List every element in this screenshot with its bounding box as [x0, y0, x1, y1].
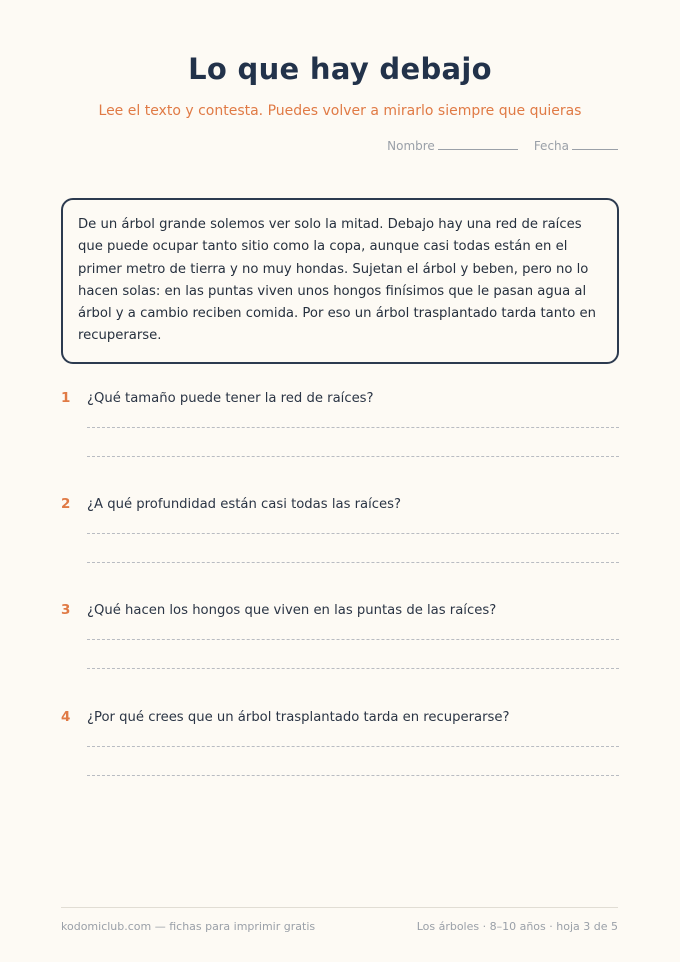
name-label: Nombre — [387, 139, 435, 153]
question-text: ¿Qué hacen los hongos que viven en las puntas de las raíces? — [87, 603, 497, 618]
footer-divider — [61, 907, 618, 908]
footer-site: kodomiclub.com — fichas para imprimir gratis — [61, 920, 316, 933]
answer-line[interactable] — [87, 562, 619, 563]
question-4 — [61, 709, 619, 779]
footer-sheet-info: Los árboles · 8–10 años · hoja 3 de 5 — [416, 920, 618, 933]
question-text: ¿Qué tamaño puede tener la red de raíces? — [87, 391, 374, 406]
date-label: Fecha — [533, 139, 569, 153]
page-title: Lo que hay debajo — [188, 52, 492, 86]
answer-line[interactable] — [87, 746, 619, 747]
date-blank — [572, 139, 618, 150]
answer-line[interactable] — [87, 775, 619, 776]
answer-line[interactable] — [87, 427, 619, 428]
answer-line[interactable] — [87, 456, 619, 457]
name-blank — [438, 139, 518, 150]
question-1 — [61, 390, 619, 460]
question-number: 3 — [61, 602, 71, 618]
answer-line[interactable] — [87, 668, 619, 669]
question-3 — [61, 602, 619, 672]
question-number: 2 — [61, 496, 71, 512]
question-number: 1 — [61, 390, 71, 406]
question-number: 4 — [61, 709, 71, 725]
question-text: ¿Por qué crees que un árbol trasplantado tarda en recuperarse? — [87, 710, 510, 725]
answer-line[interactable] — [87, 639, 619, 640]
date-field[interactable] — [534, 139, 618, 153]
question-text: ¿A qué profundidad están casi todas las raíces? — [87, 497, 402, 512]
reading-passage-box — [61, 198, 619, 364]
answer-line[interactable] — [87, 533, 619, 534]
question-2 — [61, 496, 619, 566]
instructions: Lee el texto y contesta. Puedes volver a mirarlo siempre que quieras — [98, 103, 582, 119]
name-field[interactable] — [387, 139, 518, 153]
reading-passage: De un árbol grande solemos ver solo la mitad. Debajo hay una red de raíces que puede ocupar tanto sitio como la copa, aunque casi todas están en el primer metro de tierra y no muy hondas. Sujetan el árbol y beben, pero no lo hacen solas: en las puntas viven unos hongos finísimos que le pasan agua al árbol y a cambio reciben comida. Por eso un árbol trasplantado tarda tanto en recuperarse. — [78, 217, 597, 344]
student-info — [387, 139, 618, 153]
